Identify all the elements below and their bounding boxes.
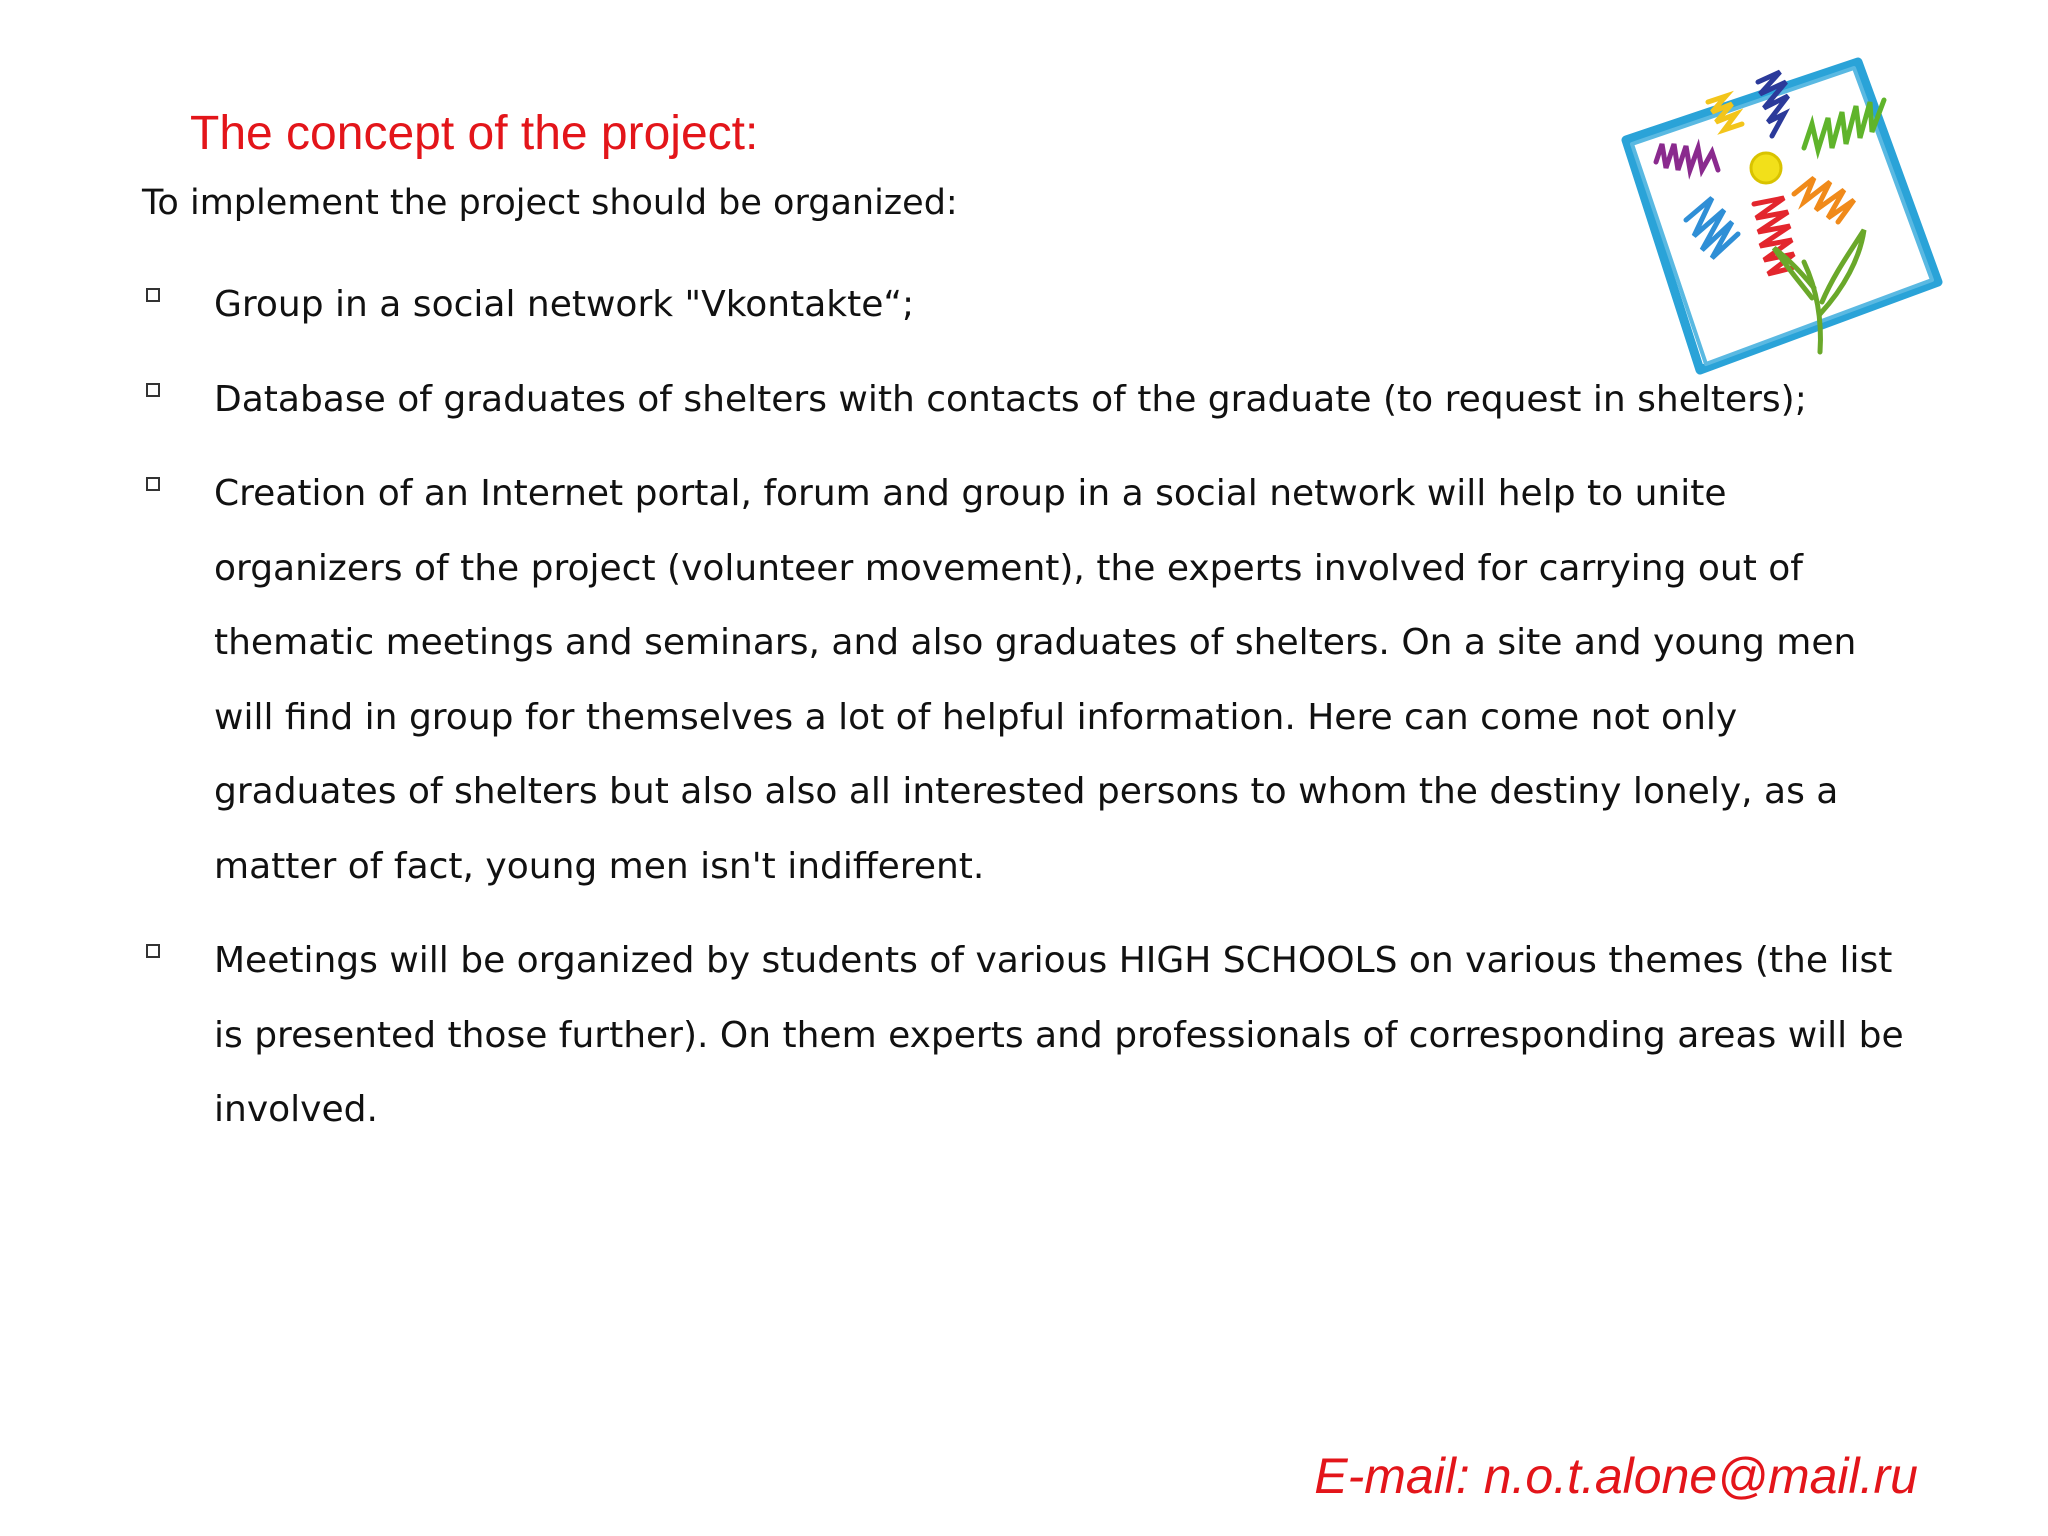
hollow-square-bullet-icon [146, 288, 160, 302]
hollow-square-bullet-icon [146, 383, 160, 397]
bullet-list [142, 268, 1922, 1168]
bullet-item [142, 924, 1922, 1148]
bullet-text: Database of graduates of shelters with contacts of the graduate (to request in shelters); [214, 378, 1807, 420]
bullet-text: Creation of an Internet portal, forum and group in a social network will help to unite organizers of the project (volunteer movement), the experts involved for carrying out of thematic meetings and seminars, and also graduates of shelters. On a site and young men will find in group for themselves a lot of helpful information. Here can come not only graduates of shelters but also also all interested persons to whom the destiny lonely, as a matter of fact, young men isn't indifferent. [214, 473, 1857, 887]
contact-email: E-mail: n.o.t.alone@mail.ru [1314, 1448, 1918, 1504]
hollow-square-bullet-icon [146, 944, 160, 958]
bullet-text: Meetings will be organized by students of various HIGH SCHOOLS on various themes (the list is presented those further). On them experts and professionals of corresponding areas will be involved. [214, 940, 1904, 1130]
intro-text: To implement the project should be organized: [142, 183, 958, 223]
flower-drawing-logo-icon [1608, 52, 1956, 388]
bullet-text: Group in a social network "Vkontakte“; [214, 284, 915, 325]
slide-title: The concept of the project: [190, 107, 759, 160]
hollow-square-bullet-icon [146, 477, 160, 491]
bullet-item [142, 457, 1922, 904]
